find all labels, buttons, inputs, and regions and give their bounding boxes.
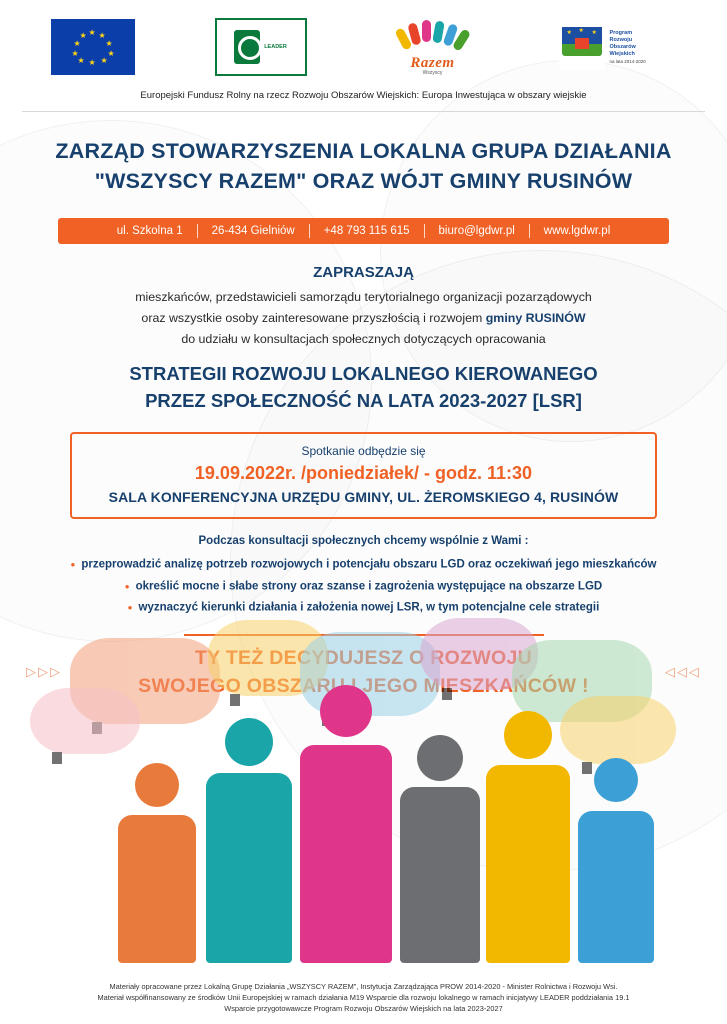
footer-note <box>0 981 727 1014</box>
prow-flag-icon: ★ ★ ★ <box>559 24 605 70</box>
list-item: ● przeprowadzić analizę potrzeb rozwojowych i potencjału obszaru LGD oraz oczekiwań jego mieszkańców <box>26 555 701 575</box>
razem-logo-word: Razem <box>410 55 455 71</box>
arrows-left-icon: ▷▷▷ <box>26 663 62 679</box>
person-figure <box>486 711 570 963</box>
page-title <box>36 136 691 196</box>
prow-logo <box>559 19 677 75</box>
prow-line-3: Obszarów <box>609 43 636 50</box>
meeting-lead: Spotkanie odbędzie się <box>301 444 426 458</box>
contact-email[interactable]: biuro@lgdwr.pl <box>438 225 515 237</box>
invite-line-1: mieszkańców, przedstawicieli samorządu terytorialnego organizacji pozarządowych <box>135 290 592 304</box>
prow-line-2: Rozwoju <box>609 36 633 43</box>
page-title-line-1: ZARZĄD STOWARZYSZENIA LOKALNA GRUPA DZIAŁANIA <box>55 139 672 163</box>
logo-row <box>0 0 727 80</box>
page-title-line-2: "WSZYSCY RAZEM" ORAZ WÓJT GMINY RUSINÓW <box>94 169 633 193</box>
people-and-speech-bubbles <box>0 648 727 963</box>
prow-line-1: Program <box>609 29 633 36</box>
eu-flag-logo <box>51 19 135 75</box>
footer-line-1: Materiały opracowane przez Lokalną Grupę Działania „WSZYSCY RAZEM”, Instytucja Zarządzająca PROW 2014-2020 - Minister Rolnictwa i Rozwoju Wsi. <box>109 982 618 991</box>
leader-logo-title: LEADER <box>264 43 287 50</box>
contact-phone[interactable]: +48 793 115 615 <box>323 225 410 237</box>
person-figure <box>300 685 392 963</box>
eu-stars-icon: ★ ★ ★ ★ ★ ★ ★ ★ ★ ★ <box>71 28 115 67</box>
bullets-list <box>26 555 701 618</box>
contact-postal: 26-434 Gielniów <box>211 225 295 237</box>
list-item: ● wyznaczyć kierunki działania i założenia nowej LSR, w tym potencjalne cele strategii <box>26 598 701 618</box>
prow-line-5: na lata 2014-2020 <box>609 58 646 64</box>
contact-bar <box>58 218 669 244</box>
strategy-line-1: STRATEGII ROZWOJU LOKALNEGO KIEROWANEGO <box>129 363 598 384</box>
person-figure <box>578 758 654 963</box>
footer-line-3: Wsparcie przygotowawcze Program Rozwoju Obszarów Wiejskich na lata 2023-2027 <box>224 1004 503 1013</box>
eu-funds-line: Europejski Fundusz Rolny na rzecz Rozwoju Obszarów Wiejskich: Europa Inwestująca w obszary wiejskie <box>140 90 587 101</box>
bullets-intro: Podczas konsultacji społecznych chcemy wspólnie z Wami : <box>198 535 529 547</box>
person-figure <box>118 763 196 963</box>
invite-line-2 <box>0 308 727 329</box>
leader-mark-icon <box>234 30 260 64</box>
invite-body <box>0 287 727 350</box>
prow-line-4: Wiejskich <box>609 50 635 57</box>
speech-bubble <box>30 688 140 754</box>
invite-line-2a: oraz wszystkie osoby zainteresowane przyszłością i rozwojem <box>141 311 486 325</box>
wszyscy-razem-logo <box>387 18 479 76</box>
meeting-box <box>70 432 657 519</box>
invite-line-2b: gminy RUSINÓW <box>485 311 586 325</box>
invite-title: ZAPRASZAJĄ <box>313 264 414 281</box>
strategy-line-2: PRZEZ SPOŁECZNOŚĆ NA LATA 2023-2027 [LSR] <box>145 390 582 411</box>
prow-logo-text <box>610 30 646 65</box>
invite-line-3: do udziału w konsultacjach społecznych dotyczących opracowania <box>181 332 546 346</box>
speech-bubble <box>560 696 676 764</box>
footer-line-2: Materiał współfinansowany ze środków Unii Europejskiej w ramach działania M19 Wsparcie dla rozwoju lokalnego w ramach inicjatywy LEADER poddziałania 19.1 <box>97 993 630 1002</box>
contact-street: ul. Szkolna 1 <box>116 225 183 237</box>
header-divider <box>22 111 705 112</box>
razem-logo-sub: Wszyscy <box>422 70 443 76</box>
person-figure <box>400 735 480 963</box>
list-item: ● określić mocne i słabe strony oraz szanse i zagrożenia występujące na obszarze LGD <box>26 577 701 597</box>
meeting-place: SALA KONFERENCYJNA URZĘDU GMINY, UL. ŻEROMSKIEGO 4, RUSINÓW <box>108 489 619 505</box>
contact-website[interactable]: www.lgdwr.pl <box>543 225 611 237</box>
leader-logo <box>215 18 307 76</box>
strategy-title <box>0 360 727 414</box>
razem-people-icon <box>397 20 469 50</box>
person-figure <box>206 718 292 963</box>
meeting-date: 19.09.2022r. /poniedziałek/ - godz. 11:30 <box>194 463 533 483</box>
arrows-right-icon: ◁◁◁ <box>665 663 701 679</box>
